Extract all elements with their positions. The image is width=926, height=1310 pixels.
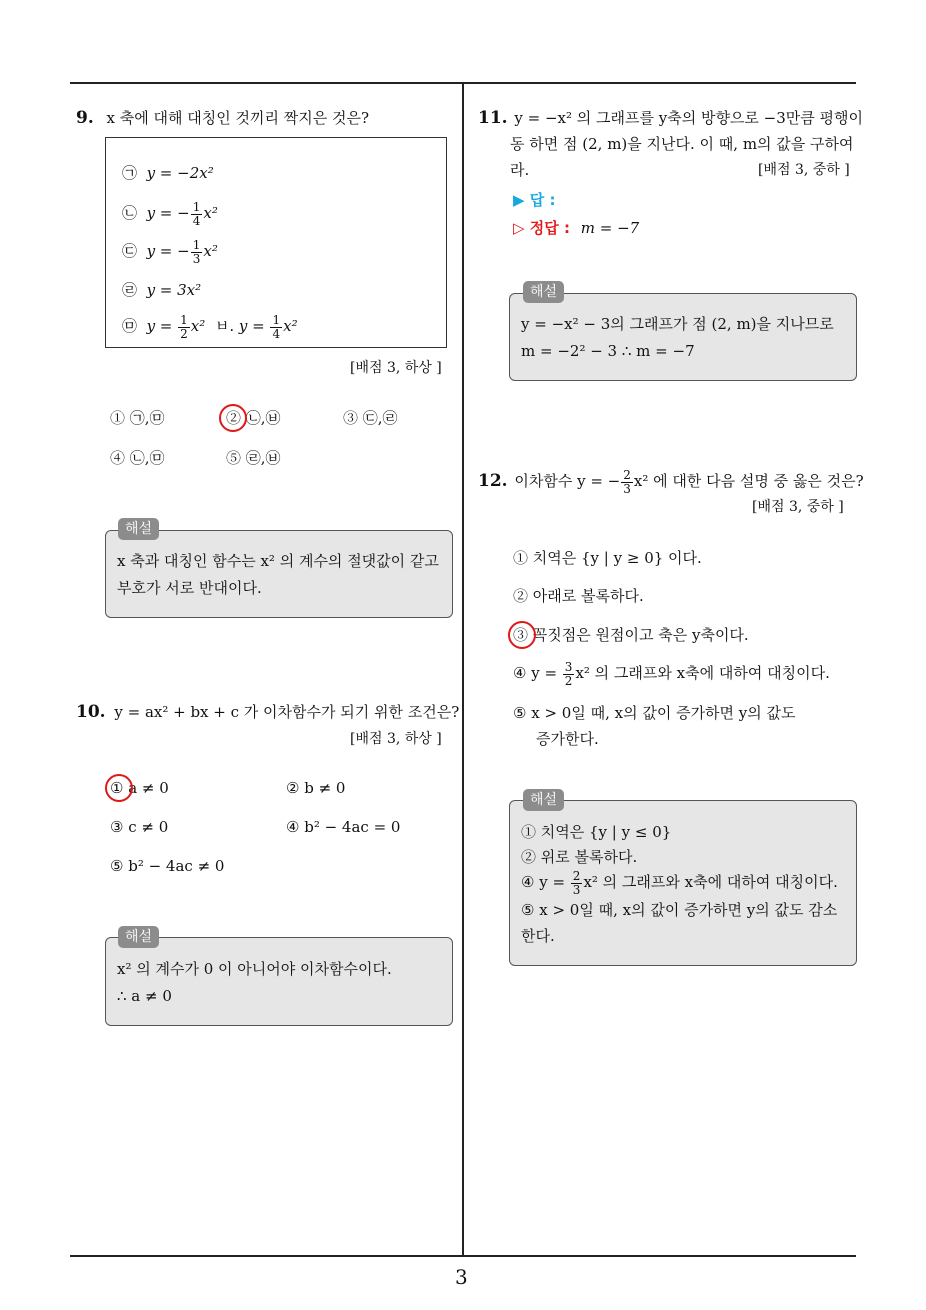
q11-explain-box — [509, 293, 857, 381]
q12-choice-4[interactable]: ④ y = $\frac{3}{2}$ x² 의 그래프와 x축에 대하여 대칭이다. — [513, 659, 830, 688]
q9-prompt: x 축에 대해 대칭인 것끼리 짝지은 것은? — [106, 109, 369, 127]
q12-explain-line-3: ④ y = $\frac{2}{3}$ x² 의 그래프와 x축에 대하여 대칭이다. — [521, 868, 838, 897]
q10-explain-line-1: x² 의 계수가 0 이 아니어야 이차함수이다. — [117, 960, 392, 978]
q9-option-1: ㉠ y = −2x² — [122, 164, 214, 182]
q10-explain-box — [105, 937, 453, 1026]
q12-choice-1[interactable]: ① 치역은 {y | y ≥ 0} 이다. — [513, 549, 702, 567]
q10-choice-1[interactable]: ① a ≠ 0 — [110, 779, 169, 797]
q10-explain-line-2: ∴ a ≠ 0 — [117, 987, 172, 1005]
q9-choice-5[interactable]: ⑤ ㉣,㉥ — [226, 449, 281, 467]
q12-question: 12. 이차함수 y = − $\frac{2}{3}$ x² 에 대한 다음 설명 중 옳은 것은? — [478, 467, 864, 496]
q11-question-line-1: 11. y = −x² 의 그래프를 y축의 방향으로 −3만큼 평행이 — [478, 108, 864, 128]
q10-explain-tag: 해설 — [118, 926, 159, 948]
q12-number: 12. — [478, 471, 508, 491]
q12-explain-line-2: ② 위로 볼록하다. — [521, 848, 638, 866]
q11-correct — [513, 218, 639, 238]
q10-choice-5[interactable]: ⑤ b² − 4ac ≠ 0 — [110, 857, 225, 875]
q11-explain-tag: 해설 — [523, 281, 564, 303]
q12-answer-mark — [508, 621, 536, 649]
q9-choice-1[interactable]: ① ㉠,㉤ — [110, 409, 165, 427]
q11-correct-value: m = −7 — [580, 219, 640, 237]
q9-answer-mark — [219, 404, 247, 432]
q10-score: [배점 3, 하상 ] — [350, 731, 442, 747]
page-number: 3 — [455, 1265, 468, 1289]
q9-explain-line-2: 부호가 서로 반대이다. — [117, 579, 262, 597]
q11-explain-line-2: m = −2² − 3 ∴ m = −7 — [521, 342, 695, 360]
q9-option-4: ㉣ y = 3x² — [122, 281, 202, 299]
q11-score: [배점 3, 중하 ] — [758, 162, 850, 178]
q9-explain-box — [105, 530, 453, 618]
q12-explain-line-1: ① 치역은 {y | y ≤ 0} — [521, 823, 672, 841]
q9-option-5: ㉤ y = $\frac{1}{2}$ x² ㅂ. y = $\frac{1}{4}$ x² — [122, 312, 298, 341]
q11-explain-line-1: y = −x² − 3의 그래프가 점 (2, m)을 지나므로 — [521, 315, 834, 333]
q10-choice-2[interactable]: ② b ≠ 0 — [286, 779, 346, 797]
q11-answer-label: ▶ 답 : — [513, 191, 556, 209]
q9-number: 9. — [76, 108, 94, 128]
q12-choice-5[interactable]: ⑤ x > 0일 때, x의 값이 증가하면 y의 값도 — [513, 704, 796, 722]
q12-score: [배점 3, 중하 ] — [752, 499, 844, 515]
q9-option-2: ㉡ y = − $\frac{1}{4}$ x² — [122, 199, 218, 228]
q10-answer-mark — [105, 774, 133, 802]
q10-prompt: y = ax² + bx + c 가 이차함수가 되기 위한 조건은? — [114, 703, 460, 721]
q12-explain-line-4: ⑤ x > 0일 때, x의 값이 증가하면 y의 값도 감소 — [521, 901, 838, 919]
q9-score: [배점 3, 하상 ] — [350, 360, 442, 376]
q9-explain-line-1: x 축과 대칭인 함수는 x² 의 계수의 절댓값이 같고 — [117, 552, 439, 570]
q12-explain-line-5: 한다. — [521, 927, 555, 945]
q12-choice-5-cont: 증가한다. — [536, 730, 599, 748]
q10-choice-4[interactable]: ④ b² − 4ac = 0 — [286, 818, 401, 836]
q9-option-3: ㉢ y = − $\frac{1}{3}$ x² — [122, 237, 218, 266]
q11-question-line-3: 라. — [510, 161, 530, 179]
q11-question-line-2: 동 하면 점 (2, m)을 지난다. 이 때, m의 값을 구하여 — [510, 135, 854, 153]
q9-question — [76, 108, 369, 128]
q9-explain-tag: 해설 — [118, 518, 159, 540]
q10-choice-3[interactable]: ③ c ≠ 0 — [110, 818, 169, 836]
q12-choice-2[interactable]: ② 아래로 볼록하다. — [513, 587, 644, 605]
bottom-rule — [70, 1255, 856, 1257]
q10-question — [76, 702, 459, 722]
q9-choice-4[interactable]: ④ ㉡,㉤ — [110, 449, 165, 467]
q12-explain-tag: 해설 — [523, 789, 564, 811]
column-divider — [462, 83, 464, 1255]
q9-choice-2[interactable]: ② ㉡,㉥ — [226, 409, 281, 427]
q10-number: 10. — [76, 702, 106, 722]
q12-choice-3[interactable]: ③ 꼭짓점은 원점이고 축은 y축이다. — [513, 626, 749, 644]
q11-number: 11. — [478, 108, 508, 128]
q11-correct-label: ▷ 정답 : — [513, 219, 570, 237]
q9-choice-3[interactable]: ③ ㉢,㉣ — [343, 409, 398, 427]
